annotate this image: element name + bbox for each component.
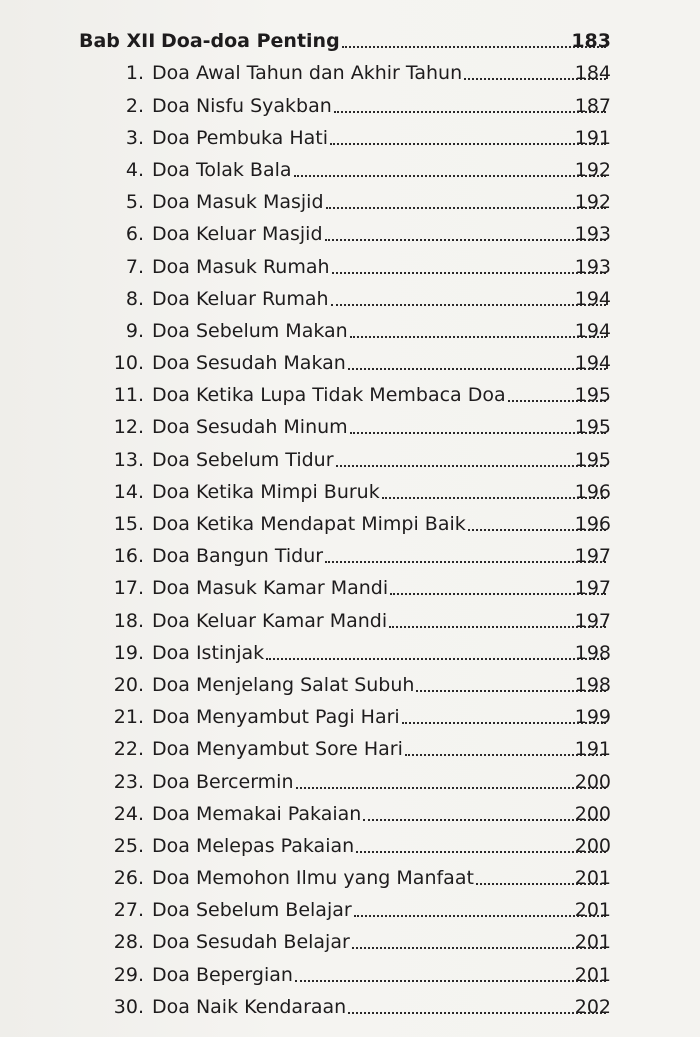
entry-number: 22. (113, 738, 144, 761)
entry-title: Doa Bangun Tidur (152, 545, 324, 568)
entry-body (152, 127, 607, 149)
entry-number: 18. (113, 609, 144, 632)
entry-body (152, 223, 607, 245)
entry-title: Doa Pembuka Hati (152, 126, 329, 149)
toc-entry (0, 863, 700, 895)
entry-title: Doa Menyambut Sore Hari (152, 738, 403, 761)
entry-number: 20. (113, 673, 144, 696)
dot-leader (334, 105, 606, 113)
toc-entry (0, 541, 700, 573)
chapter-title: Doa-doa Penting (161, 30, 340, 53)
dot-leader (350, 426, 606, 434)
entry-body (152, 996, 607, 1018)
chapter-heading (0, 26, 700, 58)
entry-title: Doa Keluar Kamar Mandi (152, 609, 388, 632)
entry-page-number: 194 (574, 319, 611, 342)
entry-page-number: 187 (574, 94, 611, 117)
entry-body (152, 964, 607, 986)
entry-body (152, 610, 607, 632)
entry-body (152, 706, 607, 728)
entry-number: 21. (113, 706, 144, 729)
entry-number: 7. (125, 255, 144, 278)
entry-number: 19. (113, 641, 144, 664)
dot-leader (363, 813, 606, 821)
toc-entry (0, 348, 700, 380)
entry-title: Doa Ketika Mendapat Mimpi Baik (152, 513, 466, 535)
entry-number: 27. (113, 899, 144, 922)
toc-entry (0, 251, 700, 283)
entry-title: Doa Menyambut Pagi Hari (152, 706, 400, 729)
dot-leader (326, 201, 606, 209)
toc-entry (0, 573, 700, 605)
toc-entry (0, 316, 700, 348)
entry-title: Doa Melepas Pakaian (152, 834, 355, 857)
entry-page-number: 200 (574, 770, 611, 793)
entry-page-number: 194 (574, 352, 611, 375)
entry-number: 14. (113, 480, 144, 503)
entry-number: 25. (113, 834, 144, 857)
toc-entry (0, 477, 700, 509)
entry-title: Doa Awal Tahun dan Akhir Tahun (152, 62, 463, 85)
dot-leader (350, 330, 606, 338)
entry-number: 11. (113, 384, 144, 407)
chapter-entry (161, 30, 607, 52)
entry-page-number: 201 (574, 867, 611, 890)
toc-entry (0, 187, 700, 219)
entry-page-number: 201 (574, 931, 611, 954)
dot-leader (332, 266, 606, 274)
entry-number: 23. (113, 770, 144, 793)
dot-leader (336, 459, 606, 467)
toc-entry (0, 605, 700, 637)
entry-page-number: 197 (574, 609, 611, 632)
entry-body (152, 577, 607, 599)
entry-page-number: 197 (574, 545, 611, 568)
toc-entry (0, 702, 700, 734)
dot-leader (294, 169, 606, 177)
entry-title: Doa Masuk Kamar Mandi (152, 577, 389, 600)
entry-number: 16. (113, 545, 144, 568)
toc-entry (0, 959, 700, 991)
toc-entry (0, 509, 700, 541)
entry-title: Doa Ketika Mimpi Buruk (152, 480, 380, 503)
toc-entry (0, 284, 700, 316)
entry-body (152, 771, 607, 793)
entry-page-number: 196 (574, 480, 611, 503)
entry-page-number: 197 (574, 577, 611, 600)
dot-leader (389, 620, 606, 628)
dot-leader (390, 587, 606, 595)
toc-entry (0, 219, 700, 251)
entry-page-number: 191 (574, 126, 611, 149)
entry-title: Doa Memakai Pakaian (152, 802, 362, 825)
entry-number: 5. (125, 191, 144, 214)
entry-number: 2. (125, 94, 144, 117)
entry-body (152, 803, 607, 825)
entry-title: Doa Sebelum Tidur (152, 448, 334, 471)
entry-page-number: 201 (574, 899, 611, 922)
chapter-page-number: 183 (571, 30, 611, 53)
toc-entry (0, 380, 700, 412)
entry-number: 28. (113, 931, 144, 954)
entry-body (152, 256, 607, 278)
dot-leader (325, 233, 606, 241)
toc-entry (0, 444, 700, 476)
entry-page-number: 202 (574, 995, 611, 1018)
entry-body (152, 384, 607, 406)
toc-entry (0, 799, 700, 831)
dot-leader (352, 941, 606, 949)
entry-body (152, 674, 607, 696)
entry-page-number: 184 (574, 62, 611, 85)
chapter-label: Bab XII (79, 30, 156, 53)
entry-number: 15. (113, 513, 144, 535)
entry-page-number: 191 (574, 738, 611, 761)
toc-entry (0, 90, 700, 122)
dot-leader (330, 137, 606, 145)
entry-page-number: 200 (574, 802, 611, 825)
entry-body (152, 416, 607, 438)
entry-number: 4. (125, 158, 144, 181)
dot-leader (354, 909, 606, 917)
entry-title: Doa Naik Kendaraan (152, 995, 347, 1018)
entry-number: 3. (125, 126, 144, 149)
dot-leader (342, 40, 606, 48)
entry-body (152, 931, 607, 953)
entry-number: 12. (113, 416, 144, 439)
entry-number: 29. (113, 963, 144, 986)
entry-page-number: 193 (574, 223, 611, 246)
entry-body (152, 513, 607, 535)
toc-entry (0, 927, 700, 959)
entry-title: Doa Tolak Bala (152, 158, 292, 181)
entry-body (152, 449, 607, 471)
toc-entry (0, 766, 700, 798)
toc-entry (0, 895, 700, 927)
entry-body (152, 642, 607, 664)
entry-number: 1. (125, 62, 144, 85)
entry-title: Doa Sesudah Belajar (152, 931, 350, 954)
table-of-contents (0, 26, 700, 1024)
entry-title: Doa Sesudah Makan (152, 352, 346, 375)
entry-page-number: 201 (574, 963, 611, 986)
entry-title: Doa Sebelum Makan (152, 319, 348, 342)
entry-body (152, 867, 607, 889)
entry-number: 13. (113, 448, 144, 471)
entry-page-number: 196 (574, 513, 611, 535)
entry-body (152, 95, 607, 117)
entry-body (152, 191, 607, 213)
toc-entry (0, 831, 700, 863)
entry-body (152, 159, 607, 181)
entry-page-number: 194 (574, 287, 611, 310)
entry-body (152, 62, 607, 84)
entry-list (0, 58, 700, 1024)
toc-entry (0, 734, 700, 766)
dot-leader (296, 781, 607, 789)
entry-title: Doa Masuk Masjid (152, 191, 324, 214)
entry-body (152, 481, 607, 503)
entry-title: Doa Menjelang Salat Subuh (152, 673, 415, 696)
dot-leader (325, 555, 606, 563)
entry-title: Doa Istinjak (152, 641, 265, 664)
toc-entry (0, 670, 700, 702)
entry-page-number: 192 (574, 158, 611, 181)
entry-title: Doa Bercermin (152, 770, 294, 793)
entry-title: Doa Masuk Rumah (152, 255, 330, 278)
entry-body (152, 899, 607, 921)
dot-leader (348, 1006, 606, 1014)
entry-number: 26. (113, 867, 144, 890)
entry-page-number: 192 (574, 191, 611, 214)
entry-page-number: 199 (574, 706, 611, 729)
entry-title: Doa Nisfu Syakban (152, 94, 332, 117)
entry-title: Doa Keluar Rumah (152, 287, 329, 310)
entry-title: Doa Sesudah Minum (152, 416, 348, 439)
entry-page-number: 193 (574, 255, 611, 278)
dot-leader (348, 362, 606, 370)
entry-number: 30. (113, 995, 144, 1018)
entry-number: 10. (113, 352, 144, 375)
entry-number: 8. (125, 287, 144, 310)
toc-entry (0, 58, 700, 90)
entry-title: Doa Memohon Ilmu yang Manfaat (152, 867, 474, 890)
toc-entry (0, 155, 700, 187)
entry-page-number: 195 (574, 448, 611, 471)
entry-title: Doa Bepergian (152, 963, 293, 986)
entry-number: 9. (125, 319, 144, 342)
dot-leader (295, 974, 606, 982)
entry-page-number: 200 (574, 834, 611, 857)
entry-title: Doa Keluar Masjid (152, 223, 323, 246)
entry-page-number: 195 (574, 416, 611, 439)
toc-entry (0, 638, 700, 670)
entry-body (152, 320, 607, 342)
entry-body (152, 835, 607, 857)
dot-leader (331, 298, 606, 306)
entry-page-number: 195 (574, 384, 611, 407)
toc-entry (0, 123, 700, 155)
dot-leader (266, 652, 606, 660)
dot-leader (382, 491, 606, 499)
dot-leader (356, 845, 606, 853)
entry-body (152, 288, 607, 310)
entry-body (152, 738, 607, 760)
entry-page-number: 198 (574, 641, 611, 664)
toc-entry (0, 992, 700, 1024)
entry-body (152, 545, 607, 567)
entry-title: Doa Ketika Lupa Tidak Membaca Doa (152, 384, 506, 407)
entry-number: 6. (125, 223, 144, 246)
entry-title: Doa Sebelum Belajar (152, 899, 352, 922)
entry-body (152, 352, 607, 374)
entry-number: 17. (113, 577, 144, 600)
entry-number: 24. (113, 802, 144, 825)
toc-entry (0, 412, 700, 444)
entry-page-number: 198 (574, 673, 611, 696)
